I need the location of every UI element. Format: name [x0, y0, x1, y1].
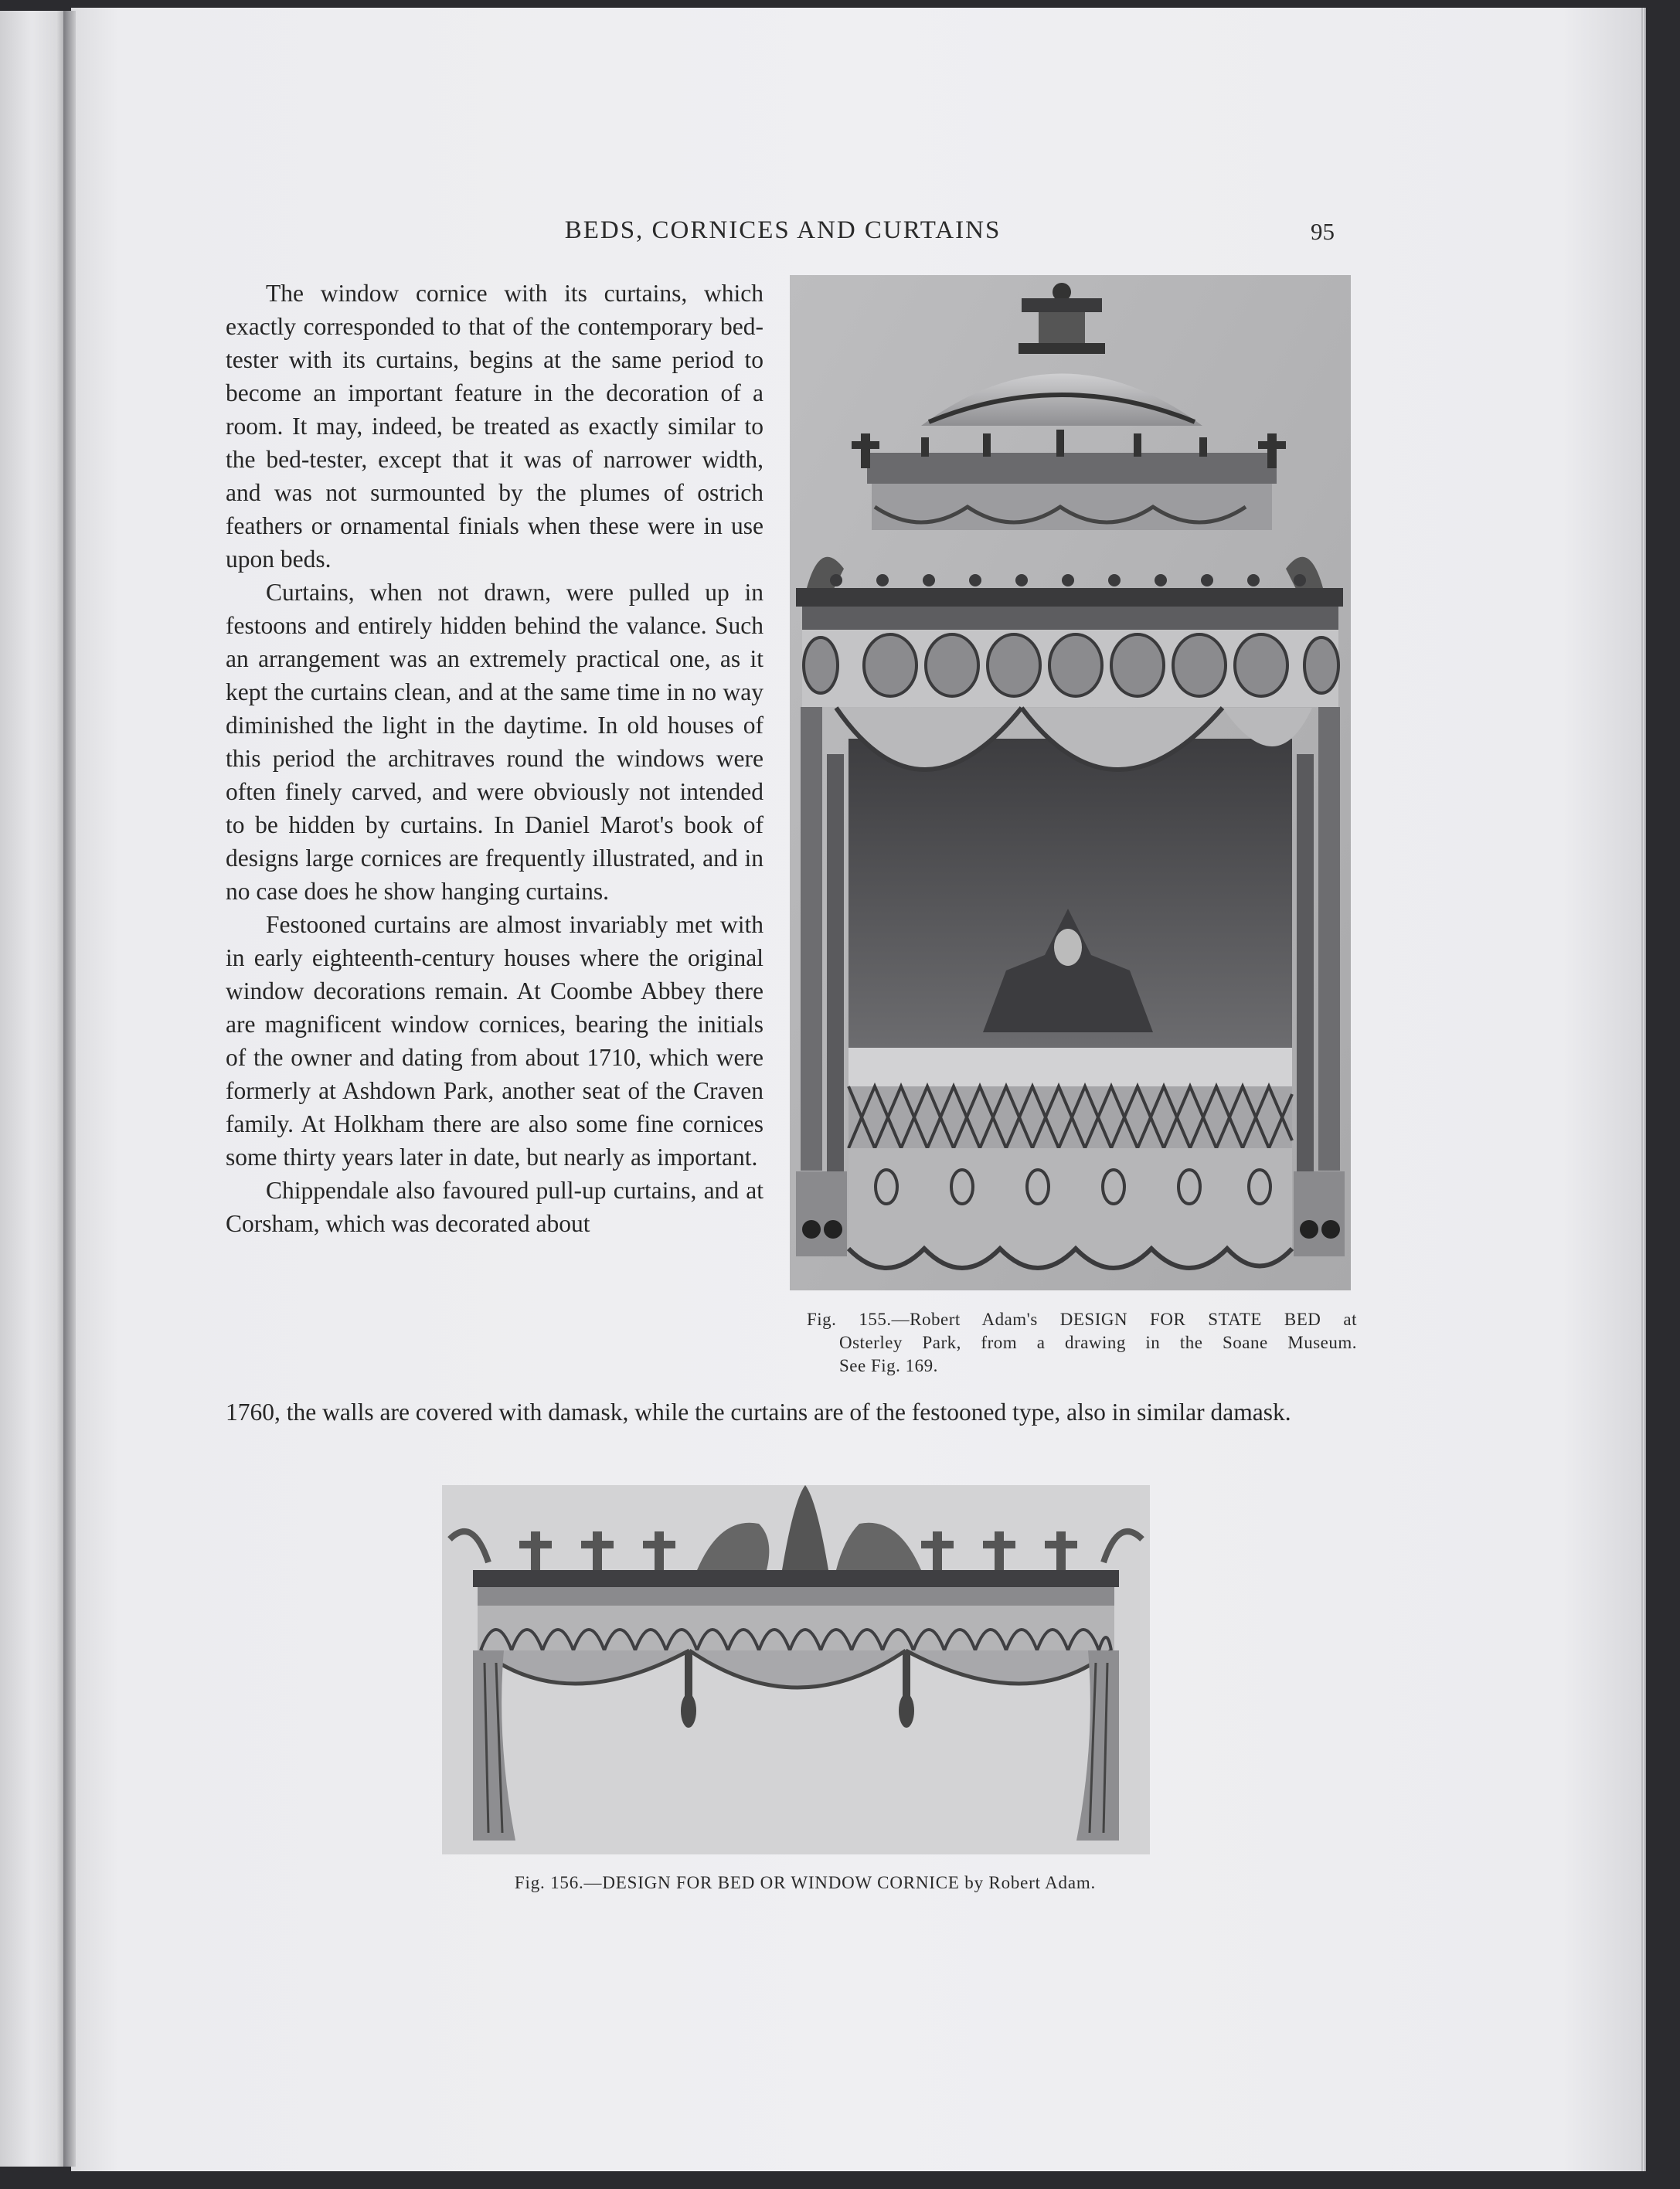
figure-156-cornice-image — [442, 1485, 1150, 1854]
text-column — [226, 277, 763, 1240]
figure-155-caption-line-3: See Fig. 169. — [839, 1356, 938, 1375]
left-page-edge — [0, 11, 71, 2167]
paragraph-2: Curtains, when not drawn, were pulled up in festoons and entirely hidden behind the valance. Such an arrangement was an extremely practical one, as it kept the curtains clean, and at the same time in no way diminished the light in the daytime. In old houses of this period the architraves round the windows were often finely carved, and were obviously not intended to be hidden by curtains. In Daniel Marot's book of designs large cornices are frequently illustrated, and in no case does he show hanging curtains. — [226, 579, 763, 905]
page-number: 95 — [1311, 218, 1335, 245]
paragraph-4-continuation: 1760, the walls are covered with damask, while the curtains are of the festooned type, also in similar damask. — [226, 1399, 1291, 1426]
figure-155-caption-line-1: Fig. 155.—Robert Adam's DESIGN FOR STATE BED at — [807, 1310, 1357, 1329]
figure-155-state-bed-image — [790, 275, 1351, 1290]
figure-155-caption-line-2: Osterley Park, from a drawing in the Soane Museum. — [839, 1333, 1357, 1352]
paragraph-1: The window cornice with its curtains, which exactly corresponded to that of the contemporary bed-tester with its curtains, begins at the same period to become an important feature in the decoration of a room. It may, indeed, be treated as exactly similar to the bed-tester, except that it was of narrower width, and was not surmounted by the plumes of ostrich feathers or ornamental finials when these were in use upon beds. — [226, 280, 763, 573]
figure-156-caption: Fig. 156.—DESIGN FOR BED OR WINDOW CORNICE by Robert Adam. — [514, 1873, 1097, 1892]
paragraph-3: Festooned curtains are almost invariably met with in early eighteenth-century houses where the original window decorations remain. At Coombe Abbey there are magnificent window cornices, bearing the initials of the owner and dating from about 1710, which were formerly at Ashdown Park, another seat of the Craven family. At Holkham there are also some fine cornices some thirty years later in date, but nearly as important. — [226, 911, 763, 1171]
page-gutter — [63, 11, 76, 2167]
paragraph-4: Chippendale also favoured pull-up curtains, and at Corsham, which was decorated about — [226, 1177, 763, 1237]
figure-155-caption — [807, 1308, 1357, 1378]
running-header: BEDS, CORNICES AND CURTAINS — [564, 216, 1002, 244]
